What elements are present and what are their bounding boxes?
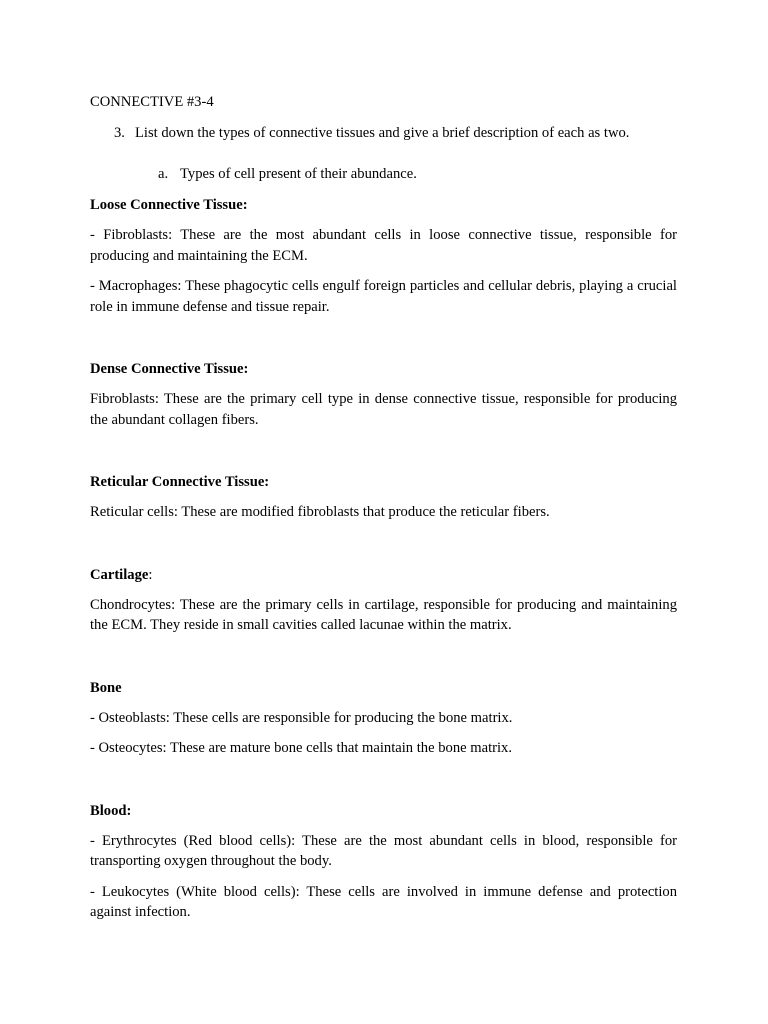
sub-item xyxy=(90,164,677,184)
section-heading-text: Dense Connective Tissue: xyxy=(90,361,249,377)
section-heading-text: Bone xyxy=(90,679,122,696)
sub-item-text: Types of cell present of their abundance. xyxy=(180,166,417,182)
section-heading-trail: : xyxy=(148,566,153,583)
section-paragraph: - Fibroblasts: These are the most abundant cells in loose connective tissue, responsible for producing and maintaining the ECM. xyxy=(90,227,677,264)
section-paragraph: Chondrocytes: These are the primary cells in cartilage, responsible for producing and maintaining the ECM. They reside in small cavities called lacunae within the matrix. xyxy=(90,596,677,633)
tissue-section xyxy=(90,565,677,636)
section-paragraph: - Osteoblasts: These cells are responsible for producing the bone matrix. xyxy=(90,709,513,726)
section-heading xyxy=(90,472,677,492)
question-item xyxy=(90,123,677,143)
section-heading-text: Blood: xyxy=(90,802,132,819)
section-paragraph: - Erythrocytes (Red blood cells): These are the most abundant cells in blood, responsible for transporting oxygen throughout the body. xyxy=(90,832,677,869)
document-page xyxy=(90,92,677,923)
section-heading xyxy=(90,801,677,821)
section-paragraph: Reticular cells: These are modified fibroblasts that produce the reticular fibers. xyxy=(90,504,550,520)
section-heading xyxy=(90,359,677,379)
section-heading xyxy=(90,565,677,585)
tissue-section xyxy=(90,472,677,523)
section-heading xyxy=(90,678,677,698)
question-number: 3. xyxy=(114,125,125,141)
section-paragraph: - Macrophages: These phagocytic cells engulf foreign particles and cellular debris, playing a crucial role in immune defense and tissue repair. xyxy=(90,278,677,315)
section-heading-text: Reticular Connective Tissue: xyxy=(90,474,270,490)
section-paragraph: - Leukocytes (White blood cells): These cells are involved in immune defense and protection against infection. xyxy=(90,883,677,920)
document-title: CONNECTIVE #3-4 xyxy=(90,94,214,110)
section-paragraph: Fibroblasts: These are the primary cell type in dense connective tissue, responsible for producing the abundant collagen fibers. xyxy=(90,391,677,428)
section-paragraph: - Osteocytes: These are mature bone cells that maintain the bone matrix. xyxy=(90,740,512,756)
section-heading xyxy=(90,195,677,215)
tissue-section xyxy=(90,359,677,430)
section-heading-text: Loose Connective Tissue: xyxy=(90,197,248,213)
tissue-section xyxy=(90,678,677,759)
tissue-section xyxy=(90,195,677,317)
question-text: List down the types of connective tissues and give a brief description of each as two. xyxy=(135,125,630,141)
sub-item-letter: a. xyxy=(158,166,169,182)
section-heading-text: Cartilage xyxy=(90,566,149,583)
tissue-sections xyxy=(90,195,677,923)
tissue-section xyxy=(90,801,677,923)
